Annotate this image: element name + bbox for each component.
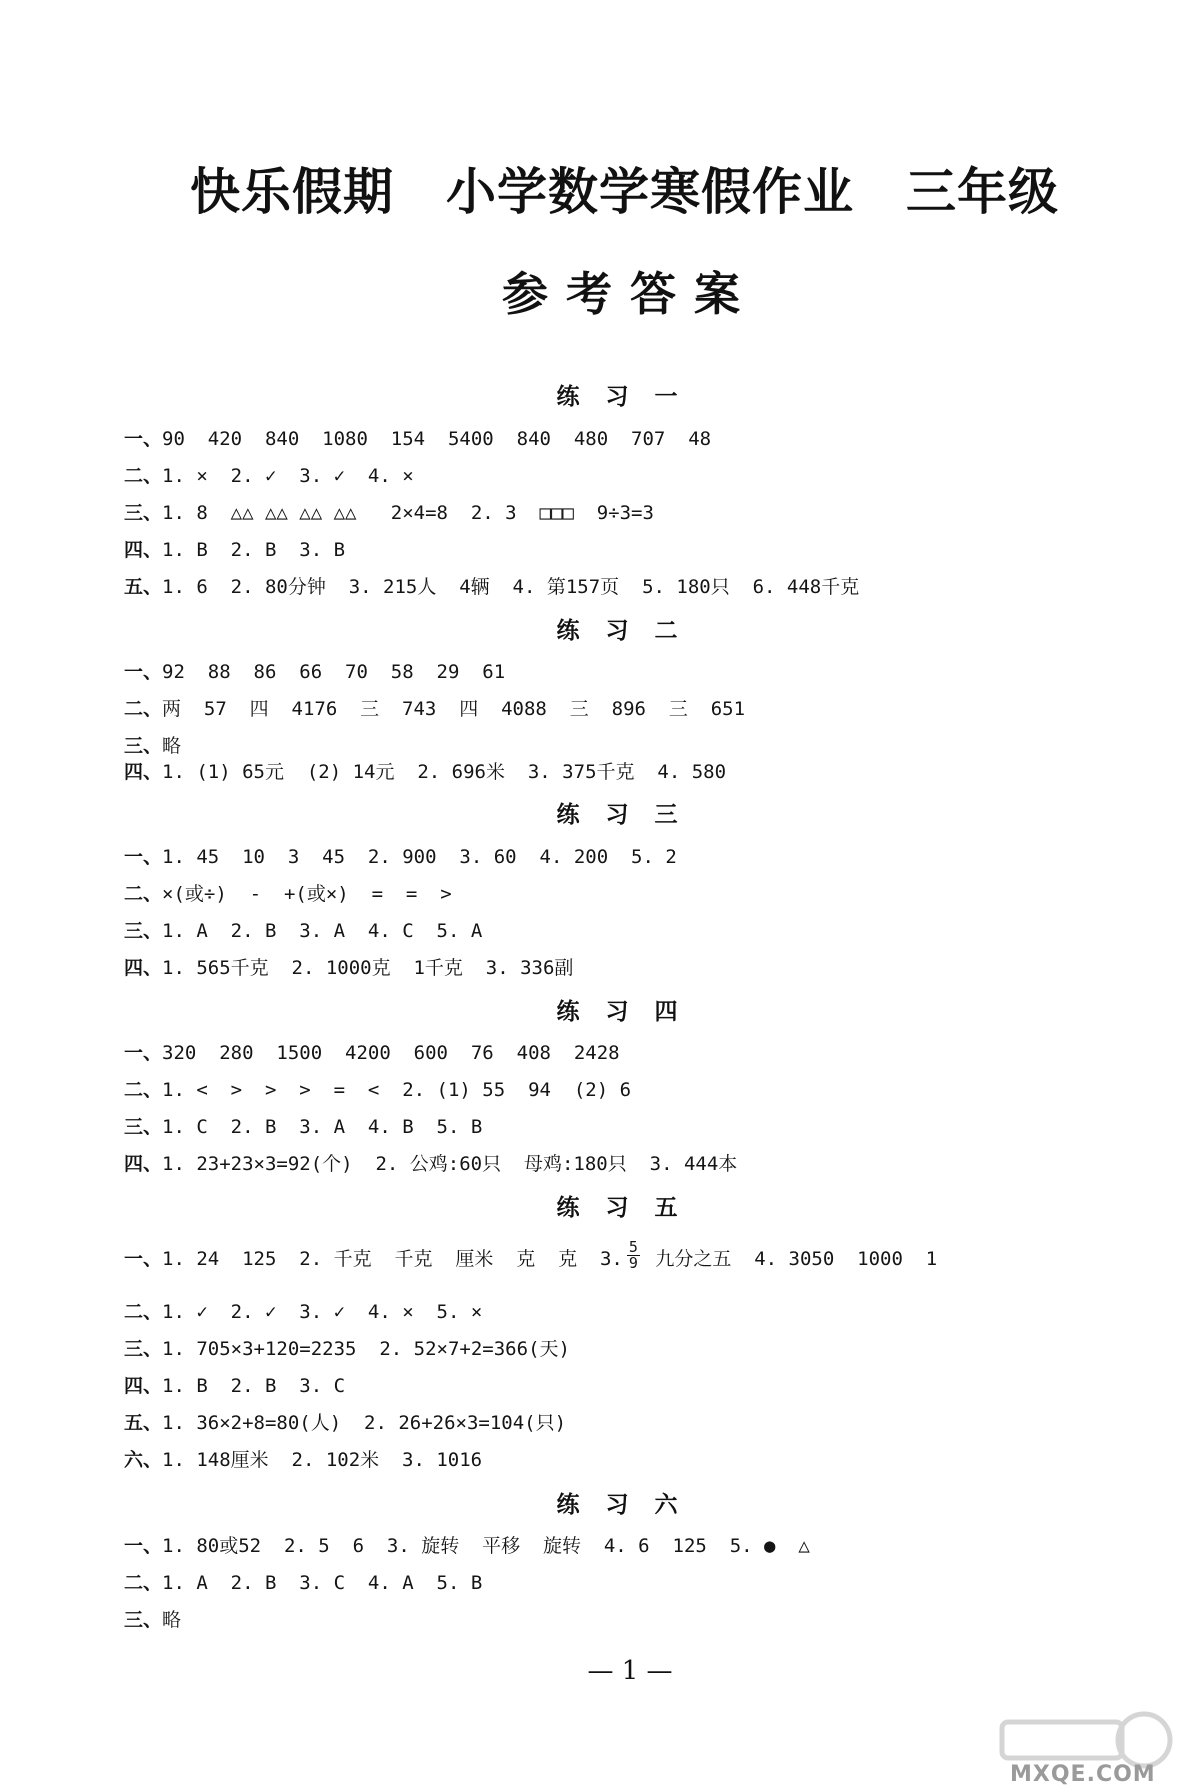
answer-line: 一、1. 24 125 2. 千克 千克 厘米 克 克 3. $\frac{5}{9}$ 九分之五 4. 3050 1000 1 [124, 1238, 938, 1272]
section-heading: 练习三 [556, 801, 704, 828]
watermark-text: MXQE.COM [1010, 1762, 1156, 1787]
section-heading: 练习一 [556, 383, 704, 410]
answer-line: 四、1. (1) 65元 (2) 14元 2. 696米 3. 375千克 4. 580 [124, 761, 727, 783]
answer-line: 二、1. A 2. B 3. C 4. A 5. B [124, 1572, 483, 1594]
answer-line: 四、1. B 2. B 3. C [124, 1375, 346, 1397]
title-part-1: 快乐假期 [190, 162, 394, 221]
section-heading: 练习六 [556, 1491, 704, 1518]
section-heading: 练习四 [556, 998, 704, 1025]
answer-line: 一、1. 45 10 3 45 2. 900 3. 60 4. 200 5. 2 [124, 846, 677, 868]
page-title [190, 152, 1090, 224]
section-heading: 练习五 [556, 1194, 704, 1221]
answer-line: 六、1. 148厘米 2. 102米 3. 1016 [124, 1449, 483, 1471]
answer-line: 三、1. C 2. B 3. A 4. B 5. B [124, 1116, 483, 1138]
section-heading: 练习二 [556, 617, 704, 644]
answer-line: 三、1. 8 △△ △△ △△ △△ 2×4=8 2. 3 □□□ 9÷3=3 [124, 502, 654, 524]
answer-line: 二、1. × 2. ✓ 3. ✓ 4. × [124, 465, 414, 487]
title-part-2: 小学数学寒假作业 [446, 162, 854, 221]
page-subtitle: 参考答案 [502, 267, 758, 321]
answer-line: 二、两 57 四 4176 三 743 四 4088 三 896 三 651 [124, 698, 746, 720]
answer-line: 五、1. 36×2+8=80(人) 2. 26+26×3=104(只) [124, 1412, 567, 1434]
answer-line: 四、1. 565千克 2. 1000克 1千克 3. 336副 [124, 957, 574, 979]
answer-line: 二、1. ✓ 2. ✓ 3. ✓ 4. × 5. × [124, 1301, 483, 1323]
answer-line: 五、1. 6 2. 80分钟 3. 215人 4辆 4. 第157页 5. 180只 6. 448千克 [124, 576, 860, 598]
answer-line: 三、略 [124, 1609, 182, 1631]
answer-line: 三、1. A 2. B 3. A 4. C 5. A [124, 920, 483, 942]
answer-line: 四、1. 23+23×3=92(个) 2. 公鸡:60只 母鸡:180只 3. 444本 [124, 1153, 738, 1175]
answer-line: 一、90 420 840 1080 154 5400 840 480 707 48 [124, 428, 712, 450]
fraction: $\frac{5}{9}$ [628, 1238, 638, 1272]
answer-line: 一、320 280 1500 4200 600 76 408 2428 [124, 1042, 620, 1064]
answer-line: 四、1. B 2. B 3. B [124, 539, 346, 561]
answer-line: 三、1. 705×3+120=2235 2. 52×7+2=366(天) [124, 1338, 570, 1360]
title-part-3: 三年级 [906, 162, 1059, 221]
answer-line: 一、1. 80或52 2. 5 6 3. 旋转 平移 旋转 4. 6 125 5. ● △ [124, 1535, 810, 1557]
answer-line: 二、×(或÷) - +(或×) = = > [124, 883, 452, 905]
page-number: — 1 — [587, 1656, 673, 1686]
answer-line: 一、92 88 86 66 70 58 29 61 [124, 661, 506, 683]
answer-line: 二、1. < > > > = < 2. (1) 55 94 (2) 6 [124, 1079, 632, 1101]
answer-line: 三、略 [124, 735, 182, 757]
